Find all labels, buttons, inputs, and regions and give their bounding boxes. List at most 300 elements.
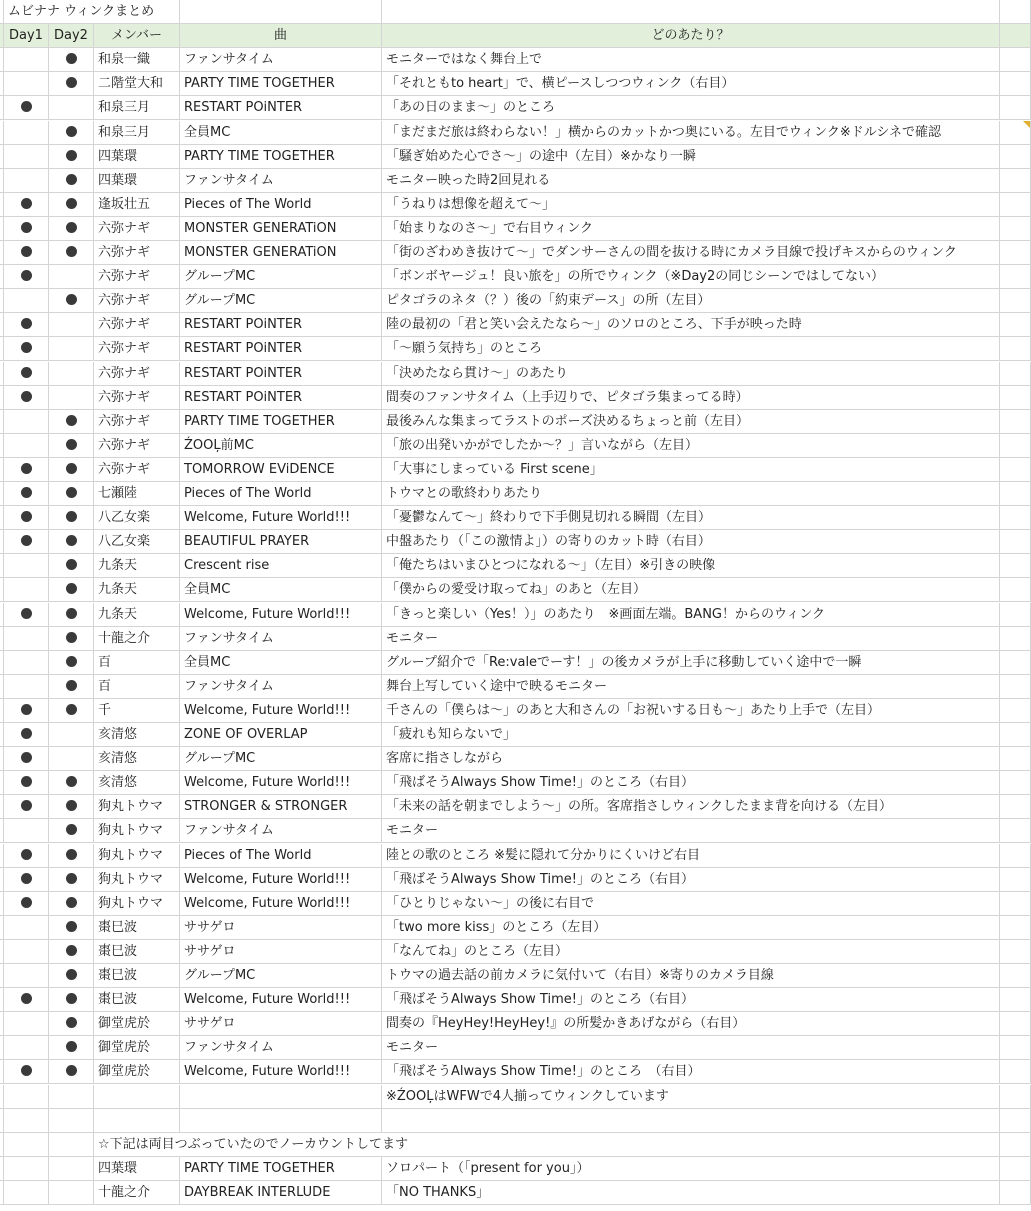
day2-cell[interactable]	[49, 217, 94, 241]
song-cell[interactable]: TOMORROW EViDENCE	[180, 458, 382, 482]
member-cell[interactable]: 千	[94, 699, 180, 723]
day2-cell[interactable]	[49, 771, 94, 795]
cell-blank[interactable]	[1000, 1060, 1031, 1084]
song-cell[interactable]: ササゲロ	[180, 940, 382, 964]
member-cell[interactable]: 亥清悠	[94, 723, 180, 747]
location-cell[interactable]: 「大事にしまっている First scene」	[382, 458, 1000, 482]
day2-cell[interactable]	[49, 603, 94, 627]
day1-cell[interactable]	[4, 482, 49, 506]
song-cell[interactable]: PARTY TIME TOGETHER	[180, 72, 382, 96]
location-cell[interactable]: 「騒ぎ始めた心でさ〜」の途中（左目）※かなり一瞬	[382, 145, 1000, 169]
day1-cell[interactable]	[4, 554, 49, 578]
day2-cell[interactable]	[49, 289, 94, 313]
cell-blank[interactable]	[1000, 313, 1031, 337]
cell-blank[interactable]	[1000, 603, 1031, 627]
day1-cell[interactable]	[4, 121, 49, 145]
song-cell[interactable]	[180, 1085, 382, 1109]
song-cell[interactable]: Pieces of The World	[180, 482, 382, 506]
cell-blank[interactable]	[1000, 458, 1031, 482]
day1-cell[interactable]	[4, 916, 49, 940]
song-cell[interactable]: PARTY TIME TOGETHER	[180, 1157, 382, 1181]
day1-cell[interactable]	[4, 868, 49, 892]
location-cell[interactable]: 「決めたなら貫け〜」のあたり	[382, 362, 1000, 386]
cell-blank[interactable]	[1000, 96, 1031, 120]
cell-blank[interactable]	[1000, 578, 1031, 602]
song-cell[interactable]: グループMC	[180, 964, 382, 988]
cell-blank[interactable]	[1000, 1085, 1031, 1109]
day2-cell[interactable]	[49, 482, 94, 506]
member-cell[interactable]: 逢坂壮五	[94, 193, 180, 217]
day1-cell[interactable]	[4, 771, 49, 795]
day1-cell[interactable]	[4, 410, 49, 434]
song-cell[interactable]: Pieces of The World	[180, 193, 382, 217]
day1-cell[interactable]	[4, 506, 49, 530]
day1-cell[interactable]	[4, 434, 49, 458]
day1-cell[interactable]	[4, 530, 49, 554]
cell-blank[interactable]	[1000, 169, 1031, 193]
location-cell[interactable]: 「街のざわめき抜けて〜」でダンサーさんの間を抜ける時にカメラ目線で投げキスからのウィンク	[382, 241, 1000, 265]
day1-cell[interactable]	[4, 1036, 49, 1060]
song-cell[interactable]: ŹOOĻ前MC	[180, 434, 382, 458]
day1-cell[interactable]	[4, 48, 49, 72]
cell-blank[interactable]	[1000, 145, 1031, 169]
cell-blank[interactable]	[1000, 675, 1031, 699]
day1-cell[interactable]	[4, 747, 49, 771]
day2-cell[interactable]	[49, 699, 94, 723]
cell-blank[interactable]	[1000, 24, 1031, 48]
member-cell[interactable]: 亥清悠	[94, 771, 180, 795]
cell-blank[interactable]	[1000, 265, 1031, 289]
member-cell[interactable]: 六弥ナギ	[94, 410, 180, 434]
cell-blank[interactable]	[1000, 940, 1031, 964]
location-cell[interactable]: 「俺たちはいまひとつになれる〜」（左目）※引きの映像	[382, 554, 1000, 578]
day1-cell[interactable]	[4, 1157, 49, 1181]
member-cell[interactable]: 御堂虎於	[94, 1060, 180, 1084]
location-cell[interactable]: 陸の最初の「君と笑い会えたなら〜」のソロのところ、下手が映った時	[382, 313, 1000, 337]
day1-cell[interactable]	[4, 988, 49, 1012]
day2-cell[interactable]	[49, 410, 94, 434]
day2-cell[interactable]	[49, 892, 94, 916]
day1-cell[interactable]	[4, 1109, 49, 1133]
cell-blank[interactable]	[180, 0, 382, 24]
cell-blank[interactable]	[1000, 844, 1031, 868]
cell-blank[interactable]	[1000, 964, 1031, 988]
location-cell[interactable]: 「憂鬱なんて〜」終わりで下手側見切れる瞬間（左目）	[382, 506, 1000, 530]
song-cell[interactable]: 全員MC	[180, 578, 382, 602]
location-cell[interactable]: ピタゴラのネタ（？）後の「約束デース」の所（左目）	[382, 289, 1000, 313]
day1-cell[interactable]	[4, 1181, 49, 1205]
member-cell[interactable]: 百	[94, 651, 180, 675]
day2-cell[interactable]	[49, 96, 94, 120]
day2-cell[interactable]	[49, 362, 94, 386]
song-cell[interactable]: RESTART POiNTER	[180, 386, 382, 410]
day2-cell[interactable]	[49, 72, 94, 96]
cell-blank[interactable]	[1000, 892, 1031, 916]
member-cell[interactable]: 六弥ナギ	[94, 434, 180, 458]
member-cell[interactable]: 六弥ナギ	[94, 217, 180, 241]
location-cell[interactable]: 「飛ばそうAlways Show Time!」のところ（右目）	[382, 868, 1000, 892]
day1-cell[interactable]	[4, 217, 49, 241]
cell-blank[interactable]	[1000, 627, 1031, 651]
song-cell[interactable]: MONSTER GENERATiON	[180, 217, 382, 241]
day2-cell[interactable]	[49, 145, 94, 169]
day2-cell[interactable]	[49, 1036, 94, 1060]
location-cell[interactable]: 「ボンボヤージュ！良い旅を」の所でウィンク（※Day2の同じシーンではしてない）	[382, 265, 1000, 289]
day2-cell[interactable]	[49, 241, 94, 265]
cell-blank[interactable]	[1000, 1036, 1031, 1060]
day2-cell[interactable]	[49, 868, 94, 892]
location-cell[interactable]: モニター映った時2回見れる	[382, 169, 1000, 193]
day1-cell[interactable]	[4, 819, 49, 843]
location-cell[interactable]: 「飛ばそうAlways Show Time!」のところ（右目）	[382, 988, 1000, 1012]
cell-blank[interactable]	[1000, 699, 1031, 723]
member-cell[interactable]: 八乙女楽	[94, 506, 180, 530]
song-cell[interactable]: ササゲロ	[180, 1012, 382, 1036]
member-cell[interactable]: 二階堂大和	[94, 72, 180, 96]
location-cell[interactable]: ※ŹOOĻはWFWで4人揃ってウィンクしています	[382, 1085, 1000, 1109]
cell-blank[interactable]	[1000, 651, 1031, 675]
day1-cell[interactable]	[4, 603, 49, 627]
location-cell[interactable]: トウマとの歌終わりあたり	[382, 482, 1000, 506]
cell-blank[interactable]	[1000, 121, 1031, 145]
day2-cell[interactable]	[49, 506, 94, 530]
cell-blank[interactable]	[1000, 386, 1031, 410]
member-cell[interactable]: 九条天	[94, 603, 180, 627]
song-cell[interactable]: グループMC	[180, 265, 382, 289]
song-cell[interactable]: RESTART POiNTER	[180, 96, 382, 120]
location-cell[interactable]: 「two more kiss」のところ（左目）	[382, 916, 1000, 940]
member-cell[interactable]	[94, 1085, 180, 1109]
cell-blank[interactable]	[1000, 482, 1031, 506]
day2-cell[interactable]	[49, 313, 94, 337]
day2-cell[interactable]	[49, 386, 94, 410]
day1-cell[interactable]	[4, 627, 49, 651]
day2-cell[interactable]	[49, 1109, 94, 1133]
day1-cell[interactable]	[4, 96, 49, 120]
day2-cell[interactable]	[49, 723, 94, 747]
location-cell[interactable]: 中盤あたり（「この激情よ」）の寄りのカット時（右目）	[382, 530, 1000, 554]
cell-blank[interactable]	[1000, 1157, 1031, 1181]
song-cell[interactable]: Welcome, Future World!!!	[180, 771, 382, 795]
day1-cell[interactable]	[4, 578, 49, 602]
song-cell[interactable]: 全員MC	[180, 121, 382, 145]
song-cell[interactable]: Welcome, Future World!!!	[180, 1060, 382, 1084]
day2-cell[interactable]	[49, 434, 94, 458]
cell-blank[interactable]	[1000, 362, 1031, 386]
header-day1[interactable]: Day1	[4, 24, 49, 48]
song-cell[interactable]: ZONE OF OVERLAP	[180, 723, 382, 747]
location-cell[interactable]: 「未来の話を朝までしよう〜」の所。客席指さしウィンクしたまま背を向ける（左目）	[382, 795, 1000, 819]
day2-cell[interactable]	[49, 651, 94, 675]
day2-cell[interactable]	[49, 1012, 94, 1036]
song-cell[interactable]: ファンサタイム	[180, 1036, 382, 1060]
location-cell[interactable]: グループ紹介で「Re:valeでーす！」の後カメラが上手に移動していく途中で一瞬	[382, 651, 1000, 675]
location-cell[interactable]: 「僕からの愛受け取ってね」のあと（左目）	[382, 578, 1000, 602]
location-cell[interactable]: 「それともto heart」で、横ピースしつつウィンク（右目）	[382, 72, 1000, 96]
day1-cell[interactable]	[4, 193, 49, 217]
location-cell[interactable]: 陸との歌のところ ※髪に隠れて分かりにくいけど右目	[382, 844, 1000, 868]
song-cell[interactable]: ファンサタイム	[180, 819, 382, 843]
member-cell[interactable]: 六弥ナギ	[94, 289, 180, 313]
day1-cell[interactable]	[4, 386, 49, 410]
member-cell[interactable]: 狗丸トウマ	[94, 892, 180, 916]
cell-blank[interactable]	[1000, 819, 1031, 843]
day2-cell[interactable]	[49, 627, 94, 651]
day1-cell[interactable]	[4, 699, 49, 723]
location-cell[interactable]: 客席に指さしながら	[382, 747, 1000, 771]
song-cell[interactable]: Welcome, Future World!!!	[180, 868, 382, 892]
day2-cell[interactable]	[49, 916, 94, 940]
song-cell[interactable]: PARTY TIME TOGETHER	[180, 145, 382, 169]
location-cell[interactable]: モニター	[382, 819, 1000, 843]
header-song[interactable]: 曲	[180, 24, 382, 48]
member-cell[interactable]: 狗丸トウマ	[94, 819, 180, 843]
location-cell[interactable]: モニターではなく舞台上で	[382, 48, 1000, 72]
location-cell[interactable]: 「始まりなのさ〜」で右目ウィンク	[382, 217, 1000, 241]
location-cell[interactable]: 「きっと楽しい（Yes！）」のあたり ※画面左端。BANG！からのウィンク	[382, 603, 1000, 627]
member-cell[interactable]: 十龍之介	[94, 627, 180, 651]
cell-blank[interactable]	[1000, 241, 1031, 265]
member-cell[interactable]: 和泉三月	[94, 121, 180, 145]
cell-blank[interactable]	[1000, 530, 1031, 554]
day1-cell[interactable]	[4, 892, 49, 916]
day1-cell[interactable]	[4, 458, 49, 482]
cell-blank[interactable]	[1000, 747, 1031, 771]
day1-cell[interactable]	[4, 72, 49, 96]
day2-cell[interactable]	[49, 337, 94, 361]
day2-cell[interactable]	[49, 169, 94, 193]
cell-blank[interactable]	[49, 1133, 94, 1157]
location-cell[interactable]: 舞台上写していく途中で映るモニター	[382, 675, 1000, 699]
song-cell[interactable]: ファンサタイム	[180, 675, 382, 699]
location-cell[interactable]: 「疲れも知らないで」	[382, 723, 1000, 747]
member-cell[interactable]: 六弥ナギ	[94, 337, 180, 361]
member-cell[interactable]: 棗巳波	[94, 940, 180, 964]
member-cell[interactable]: 亥清悠	[94, 747, 180, 771]
header-day2[interactable]: Day2	[49, 24, 94, 48]
day1-cell[interactable]	[4, 337, 49, 361]
member-cell[interactable]: 御堂虎於	[94, 1012, 180, 1036]
song-cell[interactable]: RESTART POiNTER	[180, 362, 382, 386]
member-cell[interactable]: 和泉一織	[94, 48, 180, 72]
day2-cell[interactable]	[49, 193, 94, 217]
day1-cell[interactable]	[4, 145, 49, 169]
member-cell[interactable]: 棗巳波	[94, 916, 180, 940]
day2-cell[interactable]	[49, 554, 94, 578]
location-cell[interactable]: 「〜願う気持ち」のところ	[382, 337, 1000, 361]
day2-cell[interactable]	[49, 1181, 94, 1205]
location-cell[interactable]: モニター	[382, 627, 1000, 651]
day2-cell[interactable]	[49, 675, 94, 699]
cell-blank[interactable]	[1000, 217, 1031, 241]
song-cell[interactable]: Welcome, Future World!!!	[180, 988, 382, 1012]
day2-cell[interactable]	[49, 1157, 94, 1181]
cell-blank[interactable]	[1000, 506, 1031, 530]
cell-blank[interactable]	[1000, 1181, 1031, 1205]
cell-blank[interactable]	[1000, 0, 1031, 24]
day2-cell[interactable]	[49, 458, 94, 482]
sheet-title[interactable]: ムビナナ ウィンクまとめ	[4, 0, 180, 24]
day2-cell[interactable]	[49, 844, 94, 868]
cell-blank[interactable]	[1000, 554, 1031, 578]
cell-blank[interactable]	[1000, 723, 1031, 747]
cell-blank[interactable]	[1000, 988, 1031, 1012]
day2-cell[interactable]	[49, 795, 94, 819]
song-cell[interactable]: グループMC	[180, 747, 382, 771]
member-cell[interactable]: 十龍之介	[94, 1181, 180, 1205]
cell-blank[interactable]	[1000, 337, 1031, 361]
member-cell[interactable]: 八乙女楽	[94, 530, 180, 554]
cell-blank[interactable]	[1000, 410, 1031, 434]
day2-cell[interactable]	[49, 940, 94, 964]
member-cell[interactable]: 四葉環	[94, 145, 180, 169]
day2-cell[interactable]	[49, 1085, 94, 1109]
cell-blank[interactable]	[1000, 289, 1031, 313]
member-cell[interactable]: 六弥ナギ	[94, 265, 180, 289]
song-cell[interactable]: Welcome, Future World!!!	[180, 892, 382, 916]
song-cell[interactable]: Welcome, Future World!!!	[180, 603, 382, 627]
location-cell[interactable]: 「旅の出発いかがでしたか〜？」言いながら（左目）	[382, 434, 1000, 458]
member-cell[interactable]: 狗丸トウマ	[94, 844, 180, 868]
song-cell[interactable]: Welcome, Future World!!!	[180, 699, 382, 723]
day2-cell[interactable]	[49, 964, 94, 988]
day1-cell[interactable]	[4, 651, 49, 675]
dot-mark	[66, 198, 77, 209]
day1-cell[interactable]	[4, 289, 49, 313]
day1-cell[interactable]	[4, 169, 49, 193]
cell-blank[interactable]	[382, 0, 1000, 24]
location-cell[interactable]: ソロパート（「present for you」）	[382, 1157, 1000, 1181]
cell-blank[interactable]	[4, 1133, 49, 1157]
location-cell[interactable]: 「なんてね」のところ（左目）	[382, 940, 1000, 964]
location-cell[interactable]: 「うねりは想像を超えて〜」	[382, 193, 1000, 217]
song-cell[interactable]: グループMC	[180, 289, 382, 313]
song-cell[interactable]: MONSTER GENERATiON	[180, 241, 382, 265]
header-location[interactable]: どのあたり？	[382, 24, 1000, 48]
song-cell[interactable]: BEAUTIFUL PRAYER	[180, 530, 382, 554]
location-cell[interactable]: 間奏の『HeyHey!HeyHey!』の所髪かきあげながら（右目）	[382, 1012, 1000, 1036]
location-cell[interactable]: 「あの日のまま〜」のところ	[382, 96, 1000, 120]
comment-indicator[interactable]	[1023, 121, 1030, 128]
day2-cell[interactable]	[49, 265, 94, 289]
member-cell[interactable]: 四葉環	[94, 169, 180, 193]
member-cell[interactable]: 御堂虎於	[94, 1036, 180, 1060]
song-cell[interactable]: ファンサタイム	[180, 48, 382, 72]
cell-blank[interactable]	[1000, 795, 1031, 819]
day1-cell[interactable]	[4, 1085, 49, 1109]
day1-cell[interactable]	[4, 1060, 49, 1084]
song-cell[interactable]: RESTART POiNTER	[180, 313, 382, 337]
day1-cell[interactable]	[4, 964, 49, 988]
member-cell[interactable]: 六弥ナギ	[94, 386, 180, 410]
location-cell[interactable]: 「飛ばそうAlways Show Time!」のところ （右目）	[382, 1060, 1000, 1084]
member-cell[interactable]: 六弥ナギ	[94, 362, 180, 386]
day1-cell[interactable]	[4, 265, 49, 289]
cell-blank[interactable]	[1000, 434, 1031, 458]
song-cell[interactable]: ササゲロ	[180, 916, 382, 940]
member-cell[interactable]: 四葉環	[94, 1157, 180, 1181]
song-cell[interactable]: DAYBREAK INTERLUDE	[180, 1181, 382, 1205]
member-cell[interactable]: 六弥ナギ	[94, 313, 180, 337]
dot-mark	[66, 511, 77, 522]
member-cell[interactable]: 百	[94, 675, 180, 699]
song-cell[interactable]: ファンサタイム	[180, 169, 382, 193]
member-cell[interactable]: 和泉三月	[94, 96, 180, 120]
location-cell[interactable]: 「ひとりじゃない〜」の後に右目で	[382, 892, 1000, 916]
day2-cell[interactable]	[49, 578, 94, 602]
day2-cell[interactable]	[49, 530, 94, 554]
cell-blank[interactable]	[1000, 48, 1031, 72]
day2-cell[interactable]	[49, 747, 94, 771]
cell-blank[interactable]	[1000, 1133, 1031, 1157]
day1-cell[interactable]	[4, 241, 49, 265]
member-cell[interactable]: 棗巳波	[94, 964, 180, 988]
day1-cell[interactable]	[4, 362, 49, 386]
excluded-note[interactable]: ☆下記は両目つぶっていたのでノーカウントしてます	[94, 1133, 1000, 1157]
song-cell[interactable]: Welcome, Future World!!!	[180, 506, 382, 530]
location-cell[interactable]: 千さんの「僕らは〜」のあと大和さんの「お祝いする日も〜」あたり上手で（左目）	[382, 699, 1000, 723]
table-row	[0, 530, 1031, 554]
song-cell[interactable]: Pieces of The World	[180, 844, 382, 868]
cell-blank[interactable]	[1000, 868, 1031, 892]
day1-cell[interactable]	[4, 675, 49, 699]
cell-blank[interactable]	[1000, 771, 1031, 795]
day1-cell[interactable]	[4, 844, 49, 868]
cell-blank[interactable]	[1000, 916, 1031, 940]
location-cell[interactable]: 「飛ばそうAlways Show Time!」のところ（右目）	[382, 771, 1000, 795]
song-cell[interactable]: Crescent rise	[180, 554, 382, 578]
location-cell[interactable]: 最後みんな集まってラストのポーズ決めるちょっと前（左目）	[382, 410, 1000, 434]
song-cell[interactable]: STRONGER & STRONGER	[180, 795, 382, 819]
day1-cell[interactable]	[4, 795, 49, 819]
location-cell[interactable]: 「NO THANKS」	[382, 1181, 1000, 1205]
day2-cell[interactable]	[49, 48, 94, 72]
member-cell[interactable]: 七瀬陸	[94, 482, 180, 506]
day1-cell[interactable]	[4, 940, 49, 964]
day2-cell[interactable]	[49, 819, 94, 843]
member-cell[interactable]: 六弥ナギ	[94, 458, 180, 482]
day2-cell[interactable]	[49, 1060, 94, 1084]
cell-blank[interactable]	[1000, 193, 1031, 217]
member-cell[interactable]: 九条天	[94, 554, 180, 578]
member-cell[interactable]: 狗丸トウマ	[94, 868, 180, 892]
day1-cell[interactable]	[4, 723, 49, 747]
member-cell[interactable]: 棗巳波	[94, 988, 180, 1012]
cell-blank[interactable]	[1000, 1012, 1031, 1036]
header-member[interactable]: メンバー	[94, 24, 180, 48]
song-cell[interactable]	[180, 1109, 382, 1133]
song-cell[interactable]: PARTY TIME TOGETHER	[180, 410, 382, 434]
cell-blank[interactable]	[1000, 1109, 1031, 1133]
location-cell[interactable]	[382, 1109, 1000, 1133]
location-cell[interactable]: トウマの過去話の前カメラに気付いて（右目）※寄りのカメラ目線	[382, 964, 1000, 988]
cell-blank[interactable]	[1000, 72, 1031, 96]
song-cell[interactable]: RESTART POiNTER	[180, 337, 382, 361]
member-cell[interactable]: 狗丸トウマ	[94, 795, 180, 819]
location-cell[interactable]: 「まだまだ旅は終わらない！」横からのカットかつ奥にいる。左目でウィンク※ドルシネで確認	[382, 121, 1000, 145]
song-cell[interactable]: ファンサタイム	[180, 627, 382, 651]
day1-cell[interactable]	[4, 1012, 49, 1036]
song-cell[interactable]: 全員MC	[180, 651, 382, 675]
member-cell[interactable]: 六弥ナギ	[94, 241, 180, 265]
day2-cell[interactable]	[49, 988, 94, 1012]
member-cell[interactable]: 九条天	[94, 578, 180, 602]
location-cell[interactable]: 間奏のファンサタイム（上手辺りで、ピタゴラ集まってる時）	[382, 386, 1000, 410]
day2-cell[interactable]	[49, 121, 94, 145]
location-cell[interactable]: モニター	[382, 1036, 1000, 1060]
member-cell[interactable]	[94, 1109, 180, 1133]
day1-cell[interactable]	[4, 313, 49, 337]
